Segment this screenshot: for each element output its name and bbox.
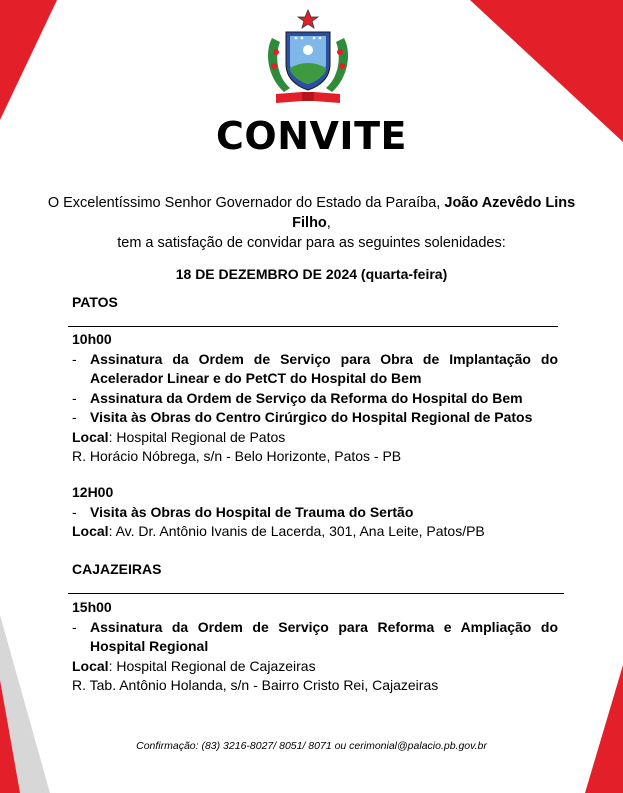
event-address: R. Tab. Antônio Holanda, s/n - Bairro Cristo Rei, Cajazeiras bbox=[72, 677, 439, 693]
intro-second-line: tem a satisfação de convidar para as seguintes solenidades: bbox=[117, 235, 506, 251]
event-block-patos-12h bbox=[72, 483, 558, 542]
page-title: CONVITE bbox=[216, 114, 407, 158]
event-location: Local: Hospital Regional de Cajazeiras bbox=[72, 657, 316, 674]
list-item: - Assinatura da Ordem de Serviço para Obra de Implantação do Acelerador Linear e do PetCT do Hospital do Bem bbox=[72, 350, 558, 386]
coat-of-arms-icon bbox=[262, 8, 354, 104]
governor-name: João Azevêdo Lins Filho bbox=[292, 195, 576, 231]
intro-comma: , bbox=[326, 215, 331, 231]
event-time: 15h00 bbox=[72, 599, 112, 615]
event-address: R. Horácio Nóbrega, s/n - Belo Horizonte, Patos - PB bbox=[72, 448, 402, 464]
event-location: Local: Hospital Regional de Patos bbox=[72, 428, 286, 445]
city-heading-cajazeiras: CAJAZEIRAS bbox=[72, 561, 162, 577]
intro-text: O Excelentíssimo Senhor Governador do Estado da Paraíba, bbox=[47, 195, 445, 211]
rsvp-contact: Confirmação: (83) 3216-8027/ 8051/ 8071 ou cerimonial@palacio.pb.gov.br bbox=[136, 740, 487, 752]
event-time: 10h00 bbox=[72, 331, 112, 347]
event-time: 12H00 bbox=[72, 484, 114, 500]
bottom-right-red-shape bbox=[585, 665, 623, 793]
list-item: - Visita às Obras do Hospital de Trauma do Sertão bbox=[72, 503, 414, 520]
list-item: - Assinatura da Ordem de Serviço da Reforma do Hospital do Bem bbox=[72, 389, 523, 406]
event-block-cajazeiras-15h bbox=[72, 598, 558, 696]
event-date: 18 DE DEZEMBRO DE 2024 (quarta-feira) bbox=[175, 266, 448, 282]
event-location: Local: Av. Dr. Antônio Ivanis de Lacerda, 301, Ana Leite, Patos/PB bbox=[72, 523, 485, 539]
list-item: - Assinatura da Ordem de Serviço para Reforma e Ampliação do Hospital Regional bbox=[72, 618, 558, 654]
list-item: - Visita às Obras do Centro Cirúrgico do Hospital Regional de Patos bbox=[72, 409, 533, 425]
divider bbox=[68, 593, 564, 594]
divider bbox=[68, 326, 558, 327]
top-left-red-shape bbox=[0, 0, 57, 120]
event-block-patos-10h bbox=[72, 330, 558, 467]
city-heading-patos: PATOS bbox=[72, 294, 118, 310]
invitation-intro bbox=[40, 193, 583, 253]
